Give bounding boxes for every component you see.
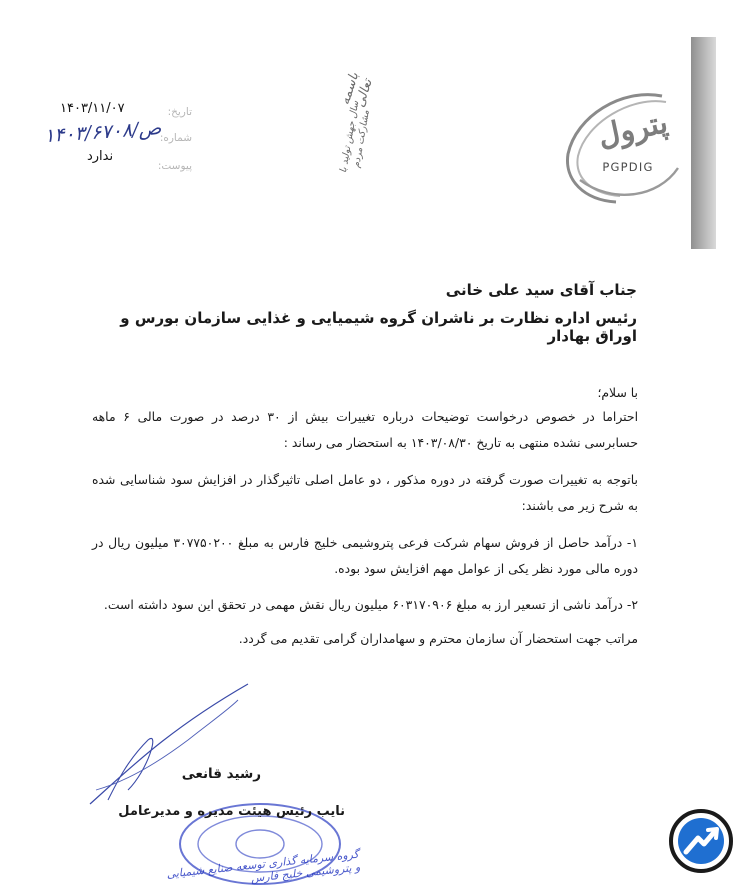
stamp-text: گروه سرمایه گذاری توسعه صنایع شیمیایی و پتروشیمی خلیج فارس	[165, 847, 361, 885]
signature-scribble	[88, 680, 258, 810]
recipient-name: جناب آقای سید علی خانی	[445, 281, 637, 299]
recipient-title: رئیس اداره نظارت بر ناشران گروه شیمیایی و غذایی سازمان بورس و اوراق بهادار	[120, 309, 637, 345]
signer-name: رشید قانعی	[181, 766, 261, 782]
attachment-label: پیوست:	[157, 160, 192, 172]
signer-title: نایب رئیس هیئت مدیره و مدیرعامل	[118, 804, 345, 819]
paragraph-1: احتراما در خصوص درخواست توضیحات درباره تغییرات بیش از ۳۰ درصد در صورت مالی ۶ ماهه حسابرسی نشده منتهی به تاریخ ۱۴۰۳/۰۸/۳۰ به استحضار می رساند :	[92, 409, 639, 450]
number-value: ۱۴۰۳/ص/۶۷۰۸	[43, 117, 163, 148]
date-value: ۱۴۰۳/۱۱/۰۷	[60, 101, 125, 116]
bismillah: باسمه تعالی	[337, 70, 376, 110]
greeting: با سلام؛	[597, 385, 638, 400]
attachment-value: ندارد	[86, 149, 114, 164]
watermark-badge-icon	[668, 808, 734, 874]
list-item-1: ۱- درآمد حاصل از فروش سهام شرکت فرعی پتروشیمی خلیج فارس به مبلغ ۳۰۷۷۵۰۲۰۰ میلیون ریال در دوره مالی مورد نظر یکی از عوامل مهم افزایش سود بوده.	[92, 535, 638, 576]
logo-subtext: PGPDIG	[602, 160, 654, 174]
number-label: شماره:	[159, 132, 192, 144]
edge-strip	[691, 37, 716, 249]
paragraph-2: باتوجه به تغییرات صورت گرفته در دوره مذکور ، دو عامل اصلی تاثیرگذار در افزایش سود شناسایی شده به شرح زیر می باشند:	[92, 472, 638, 513]
slogan: سال جهش تولید با مشارکت مردم	[337, 99, 372, 174]
closing-line: مراتب جهت استحضار آن سازمان محترم و سهامداران گرامی تقدیم می گردد.	[238, 631, 638, 646]
list-item-2: ۲- درآمد ناشی از تسعیر ارز به مبلغ ۶۰۳۱۷۰۹۰۶ میلیون ریال نقش مهمی در تحقق این سود داشته است.	[103, 597, 638, 612]
date-label: تاریخ:	[167, 106, 192, 118]
logo-text: پترول	[594, 105, 671, 154]
